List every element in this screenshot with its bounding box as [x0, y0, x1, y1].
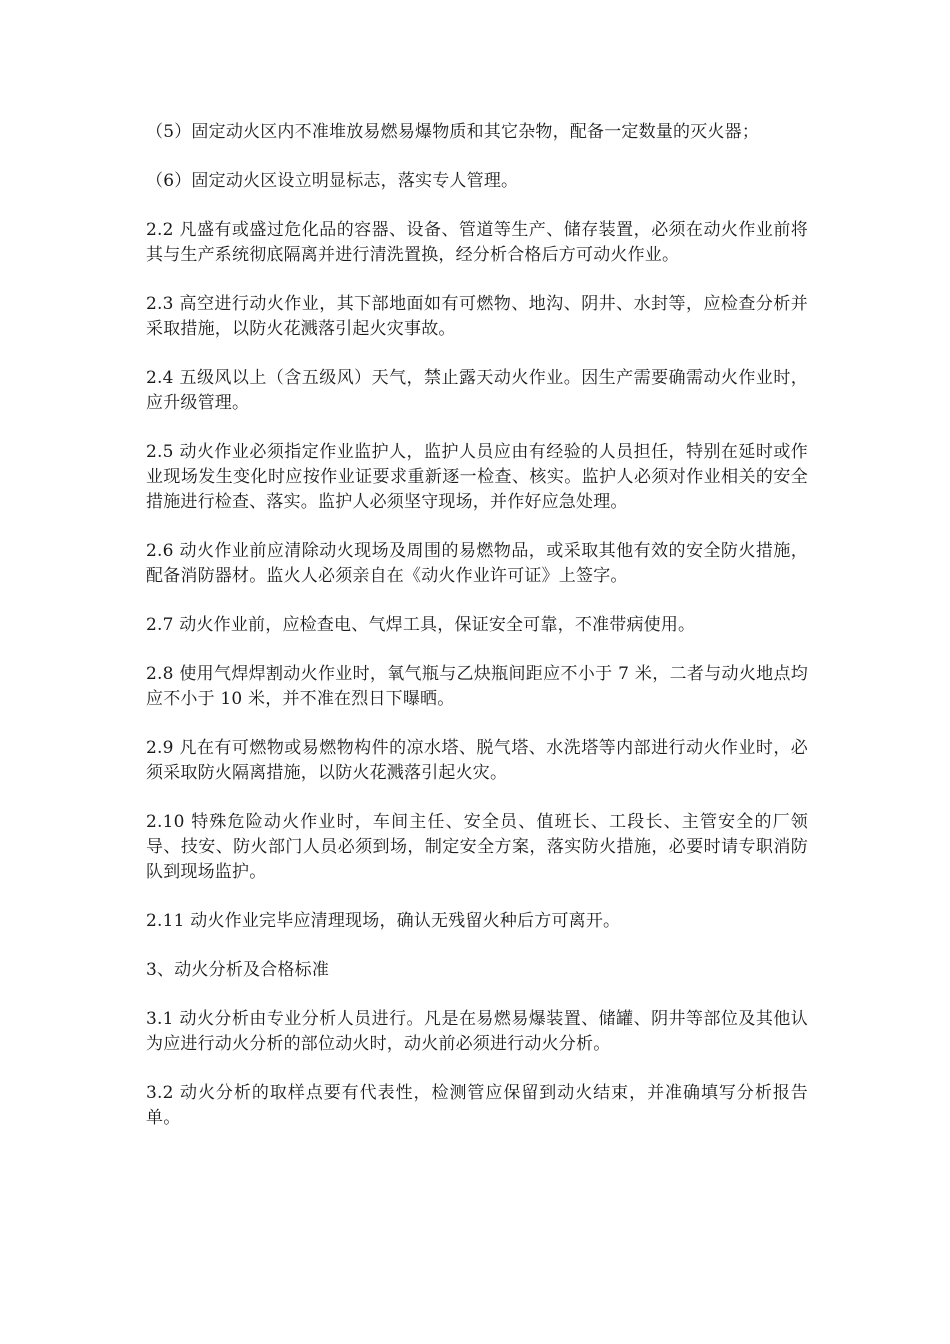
paragraph-5-storage: （5）固定动火区内不准堆放易燃易爆物质和其它杂物，配备一定数量的灭火器；: [146, 122, 760, 142]
document-page: [146, 120, 808, 1155]
paragraph-2-2: 2.2 凡盛有或盛过危化品的容器、设备、管道等生产、储存装置，必须在动火作业前将其与生产系统彻底隔离并进行清洗置换，经分析合格后方可动火作业。: [146, 220, 808, 265]
paragraph-2-6: 2.6 动火作业前应清除动火现场及周围的易燃物品，或采取其他有效的安全防火措施，配备消防器材。监火人必须亲自在《动火作业许可证》上签字。: [146, 541, 808, 586]
paragraph-2-11: 2.11 动火作业完毕应清理现场，确认无残留火种后方可离开。: [146, 911, 621, 931]
paragraph-2-4: 2.4 五级风以上（含五级风）天气，禁止露天动火作业。因生产需要确需动火作业时，应升级管理。: [146, 368, 808, 413]
paragraph-2-7: 2.7 动火作业前，应检查电、气焊工具，保证安全可靠，不准带病使用。: [146, 615, 696, 635]
paragraph-3-1: 3.1 动火分析由专业分析人员进行。凡是在易燃易爆装置、储罐、阴井等部位及其他认为应进行动火分析的部位动火时，动火前必须进行动火分析。: [146, 1009, 808, 1054]
paragraph-6-signage: （6）固定动火区设立明显标志，落实专人管理。: [146, 171, 519, 191]
paragraph-2-5: 2.5 动火作业必须指定作业监护人，监护人员应由有经验的人员担任，特别在延时或作业现场发生变化时应按作业证要求重新逐一检查、核实。监护人必须对作业相关的安全措施进行检查、落实。监护人必须坚守现场，并作好应急处理。: [146, 442, 808, 512]
paragraph-2-3: 2.3 高空进行动火作业，其下部地面如有可燃物、地沟、阴井、水封等，应检查分析并采取措施，以防火花溅落引起火灾事故。: [146, 294, 808, 339]
paragraph-2-9: 2.9 凡在有可燃物或易燃物构件的凉水塔、脱气塔、水洗塔等内部进行动火作业时，必须采取防火隔离措施，以防火花溅落引起火灾。: [146, 738, 808, 783]
section-heading-3: 3、动火分析及合格标准: [146, 960, 330, 980]
paragraph-3-2: 3.2 动火分析的取样点要有代表性，检测管应保留到动火结束，并准确填写分析报告单。: [146, 1083, 808, 1128]
paragraph-2-10: 2.10 特殊危险动火作业时，车间主任、安全员、值班长、工段长、主管安全的厂领导、技安、防火部门人员必须到场，制定安全方案，落实防火措施，必要时请专职消防队到现场监护。: [146, 812, 808, 882]
paragraph-2-8: 2.8 使用气焊焊割动火作业时，氧气瓶与乙炔瓶间距应不小于 7 米，二者与动火地点均应不小于 10 米，并不准在烈日下曝晒。: [146, 664, 808, 709]
